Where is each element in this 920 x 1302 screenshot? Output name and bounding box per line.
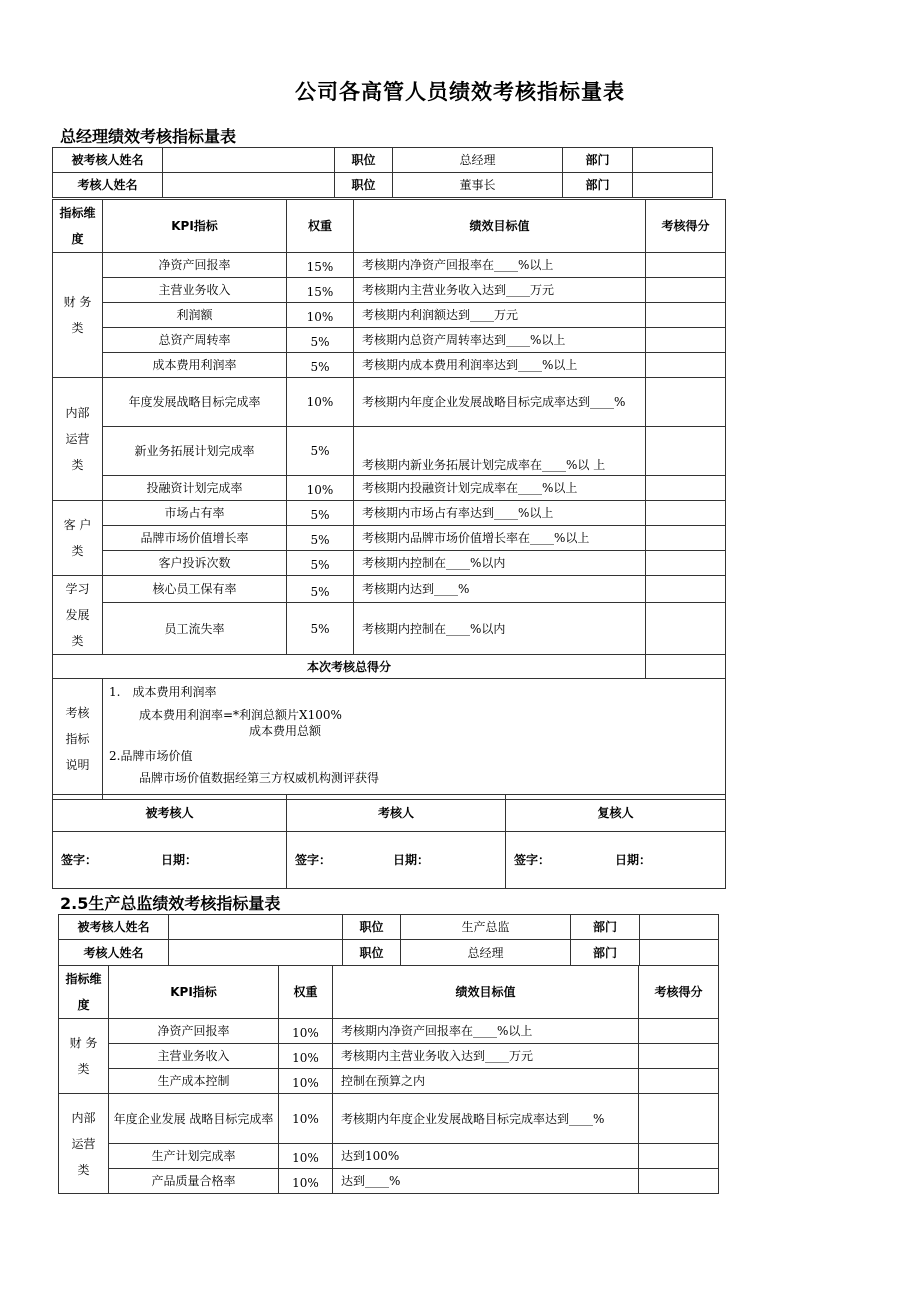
kpi-score[interactable] bbox=[646, 501, 726, 526]
table-row bbox=[53, 526, 726, 551]
sign-header-assessor: 考核人 bbox=[287, 795, 506, 832]
dimension-customer: 客 户 类 bbox=[53, 501, 103, 576]
assessor-label: 考核人姓名 bbox=[53, 173, 163, 198]
assessee-name bbox=[169, 915, 343, 940]
explain-item-2: 2.品牌市场价值 bbox=[109, 749, 193, 763]
kpi-weight: 5% bbox=[287, 551, 354, 576]
header-weight: 权重 bbox=[287, 200, 354, 253]
section1-sign-table bbox=[52, 794, 726, 889]
assessee-name bbox=[163, 148, 335, 173]
header-dimension: 指标维度 bbox=[59, 966, 109, 1019]
kpi-weight: 15% bbox=[287, 253, 354, 278]
kpi-name: 生产计划完成率 bbox=[109, 1144, 279, 1169]
kpi-target: 考核期内净资产回报率在____%以上 bbox=[333, 1019, 639, 1044]
assessee-dept bbox=[633, 148, 713, 173]
kpi-score[interactable] bbox=[646, 526, 726, 551]
assessee-label: 被考核人姓名 bbox=[59, 915, 169, 940]
kpi-name: 员工流失率 bbox=[103, 603, 287, 655]
table-row bbox=[59, 1094, 719, 1144]
sign-cell-reviewer[interactable] bbox=[506, 832, 726, 889]
dept-label: 部门 bbox=[563, 173, 633, 198]
assessee-position: 总经理 bbox=[393, 148, 563, 173]
table-row bbox=[53, 476, 726, 501]
sign-header-row bbox=[53, 795, 726, 832]
explanation-label: 考核指标说明 bbox=[53, 679, 103, 800]
dimension-finance: 财 务 类 bbox=[53, 253, 103, 378]
assessor-row bbox=[59, 940, 719, 966]
kpi-target: 考核期内成本费用利润率达到____%以上 bbox=[354, 353, 646, 378]
section2-info-table bbox=[58, 914, 719, 966]
kpi-name: 总资产周转率 bbox=[103, 328, 287, 353]
kpi-name: 核心员工保有率 bbox=[103, 576, 287, 603]
kpi-score[interactable] bbox=[646, 476, 726, 501]
total-score[interactable] bbox=[646, 655, 726, 679]
kpi-score[interactable] bbox=[646, 253, 726, 278]
sign-cell-assessor[interactable] bbox=[287, 832, 506, 889]
assessee-row bbox=[59, 915, 719, 940]
kpi-weight: 10% bbox=[279, 1044, 333, 1069]
assessee-row bbox=[53, 148, 713, 173]
kpi-score[interactable] bbox=[646, 427, 726, 476]
kpi-name: 年度企业发展 战略目标完成率 bbox=[109, 1094, 279, 1144]
dimension-operations: 内部运营类 bbox=[53, 378, 103, 501]
kpi-target: 考核期内利润额达到____万元 bbox=[354, 303, 646, 328]
kpi-header-row bbox=[59, 966, 719, 1019]
kpi-target: 考核期内主营业务收入达到____万元 bbox=[354, 278, 646, 303]
assessor-row bbox=[53, 173, 713, 198]
sign-label: 签字： bbox=[295, 853, 332, 867]
kpi-target: 达到____% bbox=[333, 1169, 639, 1194]
kpi-weight: 10% bbox=[279, 1019, 333, 1044]
sign-row bbox=[53, 832, 726, 889]
total-row bbox=[53, 655, 726, 679]
kpi-target: 控制在预算之内 bbox=[333, 1069, 639, 1094]
kpi-target: 考核期内市场占有率达到____%以上 bbox=[354, 501, 646, 526]
section2-kpi-table bbox=[58, 965, 719, 1194]
assessor-position: 总经理 bbox=[401, 940, 571, 966]
explanation-row bbox=[53, 679, 726, 800]
kpi-score[interactable] bbox=[639, 1094, 719, 1144]
kpi-weight: 10% bbox=[287, 476, 354, 501]
table-row bbox=[53, 328, 726, 353]
assessee-label: 被考核人姓名 bbox=[53, 148, 163, 173]
section1-title: 总经理绩效考核指标量表 bbox=[60, 127, 237, 146]
assessor-position: 董事长 bbox=[393, 173, 563, 198]
kpi-target: 考核期内年度企业发展战略目标完成率达到____% bbox=[333, 1094, 639, 1144]
sign-label: 签字： bbox=[61, 853, 98, 867]
table-row bbox=[53, 427, 726, 476]
kpi-name: 新业务拓展计划完成率 bbox=[103, 427, 287, 476]
dimension-learning: 学习发展类 bbox=[53, 576, 103, 655]
assessor-dept bbox=[633, 173, 713, 198]
kpi-name: 品牌市场价值增长率 bbox=[103, 526, 287, 551]
kpi-weight: 10% bbox=[279, 1069, 333, 1094]
kpi-weight: 5% bbox=[287, 526, 354, 551]
kpi-target: 考核期内总资产周转率达到____%以上 bbox=[354, 328, 646, 353]
dept-label: 部门 bbox=[563, 148, 633, 173]
kpi-score[interactable] bbox=[646, 303, 726, 328]
kpi-weight: 10% bbox=[279, 1144, 333, 1169]
assessee-position: 生产总监 bbox=[401, 915, 571, 940]
kpi-score[interactable] bbox=[646, 551, 726, 576]
kpi-name: 生产成本控制 bbox=[109, 1069, 279, 1094]
date-label: 日期： bbox=[615, 853, 652, 867]
explain-formula: 成本费用利润率=*利润总额片X100% bbox=[139, 708, 342, 722]
document-title: 公司各高管人员绩效考核指标量表 bbox=[295, 80, 625, 104]
table-row bbox=[59, 1069, 719, 1094]
kpi-target: 考核期内主营业务收入达到____万元 bbox=[333, 1044, 639, 1069]
position-label: 职位 bbox=[335, 173, 393, 198]
kpi-weight: 5% bbox=[287, 353, 354, 378]
date-label: 日期： bbox=[393, 853, 430, 867]
table-row bbox=[59, 1044, 719, 1069]
kpi-name: 成本费用利润率 bbox=[103, 353, 287, 378]
header-score: 考核得分 bbox=[646, 200, 726, 253]
kpi-weight: 10% bbox=[287, 378, 354, 427]
kpi-score[interactable] bbox=[646, 378, 726, 427]
table-row bbox=[53, 303, 726, 328]
section1-info-table bbox=[52, 147, 713, 198]
kpi-name: 投融资计划完成率 bbox=[103, 476, 287, 501]
kpi-weight: 15% bbox=[287, 278, 354, 303]
section1-kpi-table bbox=[52, 199, 726, 800]
kpi-name: 市场占有率 bbox=[103, 501, 287, 526]
explain-item-2-detail: 品牌市场价值数据经第三方权威机构测评获得 bbox=[139, 771, 380, 785]
kpi-score[interactable] bbox=[639, 1044, 719, 1069]
kpi-target: 考核期内达到____% bbox=[354, 576, 646, 603]
header-kpi: KPI指标 bbox=[103, 200, 287, 253]
sign-cell-assessee[interactable] bbox=[53, 832, 287, 889]
header-score: 考核得分 bbox=[639, 966, 719, 1019]
kpi-name: 主营业务收入 bbox=[103, 278, 287, 303]
table-row bbox=[53, 551, 726, 576]
kpi-target: 考核期内新业务拓展计划完成率在____%以 上 bbox=[354, 427, 646, 476]
table-row bbox=[53, 278, 726, 303]
kpi-name: 年度发展战略目标完成率 bbox=[103, 378, 287, 427]
explanation-content bbox=[103, 679, 726, 800]
sign-header-reviewer: 复核人 bbox=[506, 795, 726, 832]
kpi-name: 净资产回报率 bbox=[109, 1019, 279, 1044]
kpi-score[interactable] bbox=[639, 1144, 719, 1169]
kpi-score[interactable] bbox=[639, 1019, 719, 1044]
header-target: 绩效目标值 bbox=[333, 966, 639, 1019]
kpi-target: 考核期内控制在____%以内 bbox=[354, 603, 646, 655]
table-row bbox=[53, 603, 726, 655]
assessee-dept bbox=[640, 915, 719, 940]
header-dimension: 指标维度 bbox=[53, 200, 103, 253]
dimension-finance: 财 务 类 bbox=[59, 1019, 109, 1094]
kpi-name: 利润额 bbox=[103, 303, 287, 328]
assessor-dept bbox=[640, 940, 719, 966]
position-label: 职位 bbox=[335, 148, 393, 173]
sign-header-assessee: 被考核人 bbox=[53, 795, 287, 832]
kpi-weight: 5% bbox=[287, 501, 354, 526]
kpi-weight: 10% bbox=[279, 1094, 333, 1144]
dept-label: 部门 bbox=[571, 940, 640, 966]
kpi-weight: 5% bbox=[287, 576, 354, 603]
table-row bbox=[53, 353, 726, 378]
position-label: 职位 bbox=[343, 915, 401, 940]
kpi-name: 客户投诉次数 bbox=[103, 551, 287, 576]
sign-label: 签字： bbox=[514, 853, 551, 867]
explain-formula-denominator: 成本费用总额 bbox=[249, 724, 322, 738]
kpi-score[interactable] bbox=[646, 603, 726, 655]
kpi-target: 考核期内投融资计划完成率在____%以上 bbox=[354, 476, 646, 501]
kpi-score[interactable] bbox=[646, 328, 726, 353]
kpi-weight: 5% bbox=[287, 427, 354, 476]
kpi-weight: 5% bbox=[287, 603, 354, 655]
kpi-name: 产品质量合格率 bbox=[109, 1169, 279, 1194]
dept-label: 部门 bbox=[571, 915, 640, 940]
assessor-name bbox=[163, 173, 335, 198]
kpi-score[interactable] bbox=[639, 1069, 719, 1094]
kpi-weight: 10% bbox=[287, 303, 354, 328]
header-target: 绩效目标值 bbox=[354, 200, 646, 253]
explain-item-1: 1. 成本费用利润率 bbox=[109, 685, 217, 699]
table-row bbox=[59, 1169, 719, 1194]
table-row bbox=[53, 378, 726, 427]
table-row bbox=[53, 501, 726, 526]
kpi-score[interactable] bbox=[646, 353, 726, 378]
header-kpi: KPI指标 bbox=[109, 966, 279, 1019]
kpi-target: 考核期内品牌市场价值增长率在____%以上 bbox=[354, 526, 646, 551]
kpi-score[interactable] bbox=[639, 1169, 719, 1194]
kpi-name: 净资产回报率 bbox=[103, 253, 287, 278]
date-label: 日期： bbox=[161, 853, 198, 867]
kpi-target: 考核期内控制在____%以内 bbox=[354, 551, 646, 576]
table-row bbox=[53, 576, 726, 603]
kpi-score[interactable] bbox=[646, 576, 726, 603]
kpi-target: 达到100% bbox=[333, 1144, 639, 1169]
table-row bbox=[59, 1144, 719, 1169]
assessor-label: 考核人姓名 bbox=[59, 940, 169, 966]
section2-title: 2.5生产总监绩效考核指标量表 bbox=[60, 894, 281, 913]
header-weight: 权重 bbox=[279, 966, 333, 1019]
kpi-weight: 10% bbox=[279, 1169, 333, 1194]
kpi-target: 考核期内净资产回报率在____%以上 bbox=[354, 253, 646, 278]
kpi-header-row bbox=[53, 200, 726, 253]
total-score-label: 本次考核总得分 bbox=[53, 655, 646, 679]
assessor-name bbox=[169, 940, 343, 966]
kpi-weight: 5% bbox=[287, 328, 354, 353]
table-row bbox=[53, 253, 726, 278]
table-row bbox=[59, 1019, 719, 1044]
dimension-operations: 内部运营类 bbox=[59, 1094, 109, 1194]
position-label: 职位 bbox=[343, 940, 401, 966]
kpi-target: 考核期内年度企业发展战略目标完成率达到____% bbox=[354, 378, 646, 427]
kpi-name: 主营业务收入 bbox=[109, 1044, 279, 1069]
kpi-score[interactable] bbox=[646, 278, 726, 303]
